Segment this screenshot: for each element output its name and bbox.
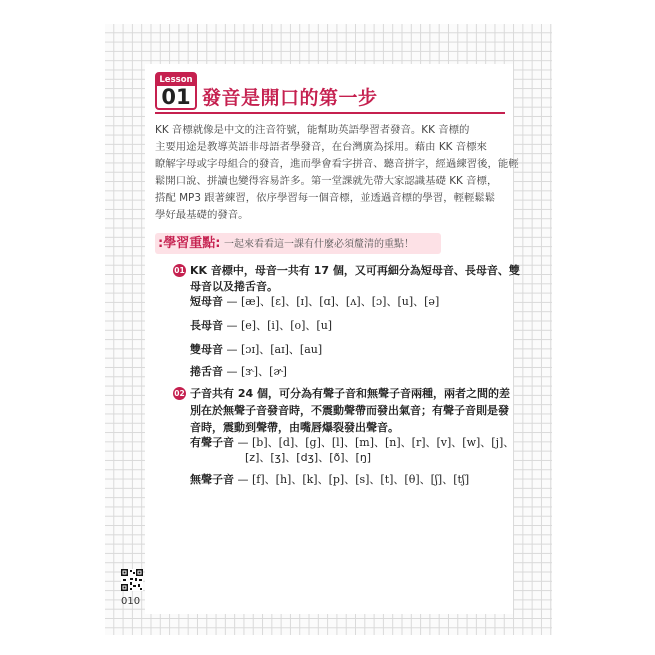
voiced-consonants-row: 有聲子音 — [b]、[d]、[g]、[l]、[m]、[n]、[r]、[v]、[w]、[j]、 [190, 436, 515, 449]
intro-line: 學好最基礎的發音。 [155, 209, 249, 221]
qr-code-icon [121, 569, 143, 591]
lesson-number: 01 [161, 85, 191, 109]
point-2-heading-line: 音時，震動到聲帶，由嘴唇爆裂發出聲音。 [190, 421, 399, 434]
voiceless-consonants-row: 無聲子音 — [f]、[h]、[k]、[p]、[s]、[t]、[θ]、[ʃ]、[tʃ] [190, 473, 470, 486]
intro-paragraph [155, 122, 519, 224]
lesson-badge [155, 72, 197, 110]
point-2-heading-line: 別在於無聲子音發音時，不震動聲帶而發出氣音；有聲子音則是發 [190, 404, 509, 417]
key-points-note: 一起來看看這一課有什麼必須釐清的重點！ [224, 239, 414, 250]
r-colored-row: 捲舌音 — [ɝ]、[ɚ] [190, 365, 287, 378]
point-1-heading-line: 母音以及捲舌音。 [190, 280, 278, 293]
lesson-title: 發音是開口的第一步 [202, 87, 378, 109]
point-1-badge: 01 [174, 266, 185, 275]
point-2-badge: 02 [174, 389, 185, 398]
intro-line: 鬆開口說、拼讀也變得容易許多。第一堂課就先帶大家認識基礎 KK 音標， [155, 175, 498, 187]
key-points-label: :學習重點: [158, 236, 221, 251]
intro-line: 主要用途是教導英語非母語者學發音，在台灣廣為採用。藉由 KK 音標來 [155, 141, 487, 153]
voiced-consonants-row-cont: [z]、[ʒ]、[dʒ]、[ð]、[ŋ] [245, 451, 372, 464]
colon-mark: : [158, 236, 164, 251]
intro-line: 瞭解字母或字母組合的發音，進而學會看字拼音、聽音拼字，經過練習後，能輕 [155, 158, 519, 170]
page-number: 010 [121, 596, 141, 607]
intro-line: KK 音標就像是中文的注音符號，能幫助英語學習者發音。KK 音標的 [155, 124, 470, 136]
short-vowels-row: 短母音 — [æ]、[ɛ]、[ɪ]、[ɑ]、[ʌ]、[ɔ]、[u]、[ə] [190, 295, 440, 308]
lesson-tag: Lesson [157, 74, 195, 86]
long-vowels-row: 長母音 — [e]、[i]、[o]、[u] [190, 319, 333, 332]
title-divider [155, 112, 505, 114]
point-1-heading-line: KK 音標中，母音一共有 17 個，又可再細分為短母音、長母音、雙 [190, 264, 520, 277]
diphthongs-row: 雙母音 — [ɔɪ]、[aɪ]、[au] [190, 343, 323, 356]
intro-line: 搭配 MP3 跟著練習，依序學習每一個音標，並透過音標的學習，輕輕鬆鬆 [155, 192, 496, 204]
point-2-heading-line: 子音共有 24 個，可分為有聲子音和無聲子音兩種，兩者之間的差 [190, 387, 510, 400]
